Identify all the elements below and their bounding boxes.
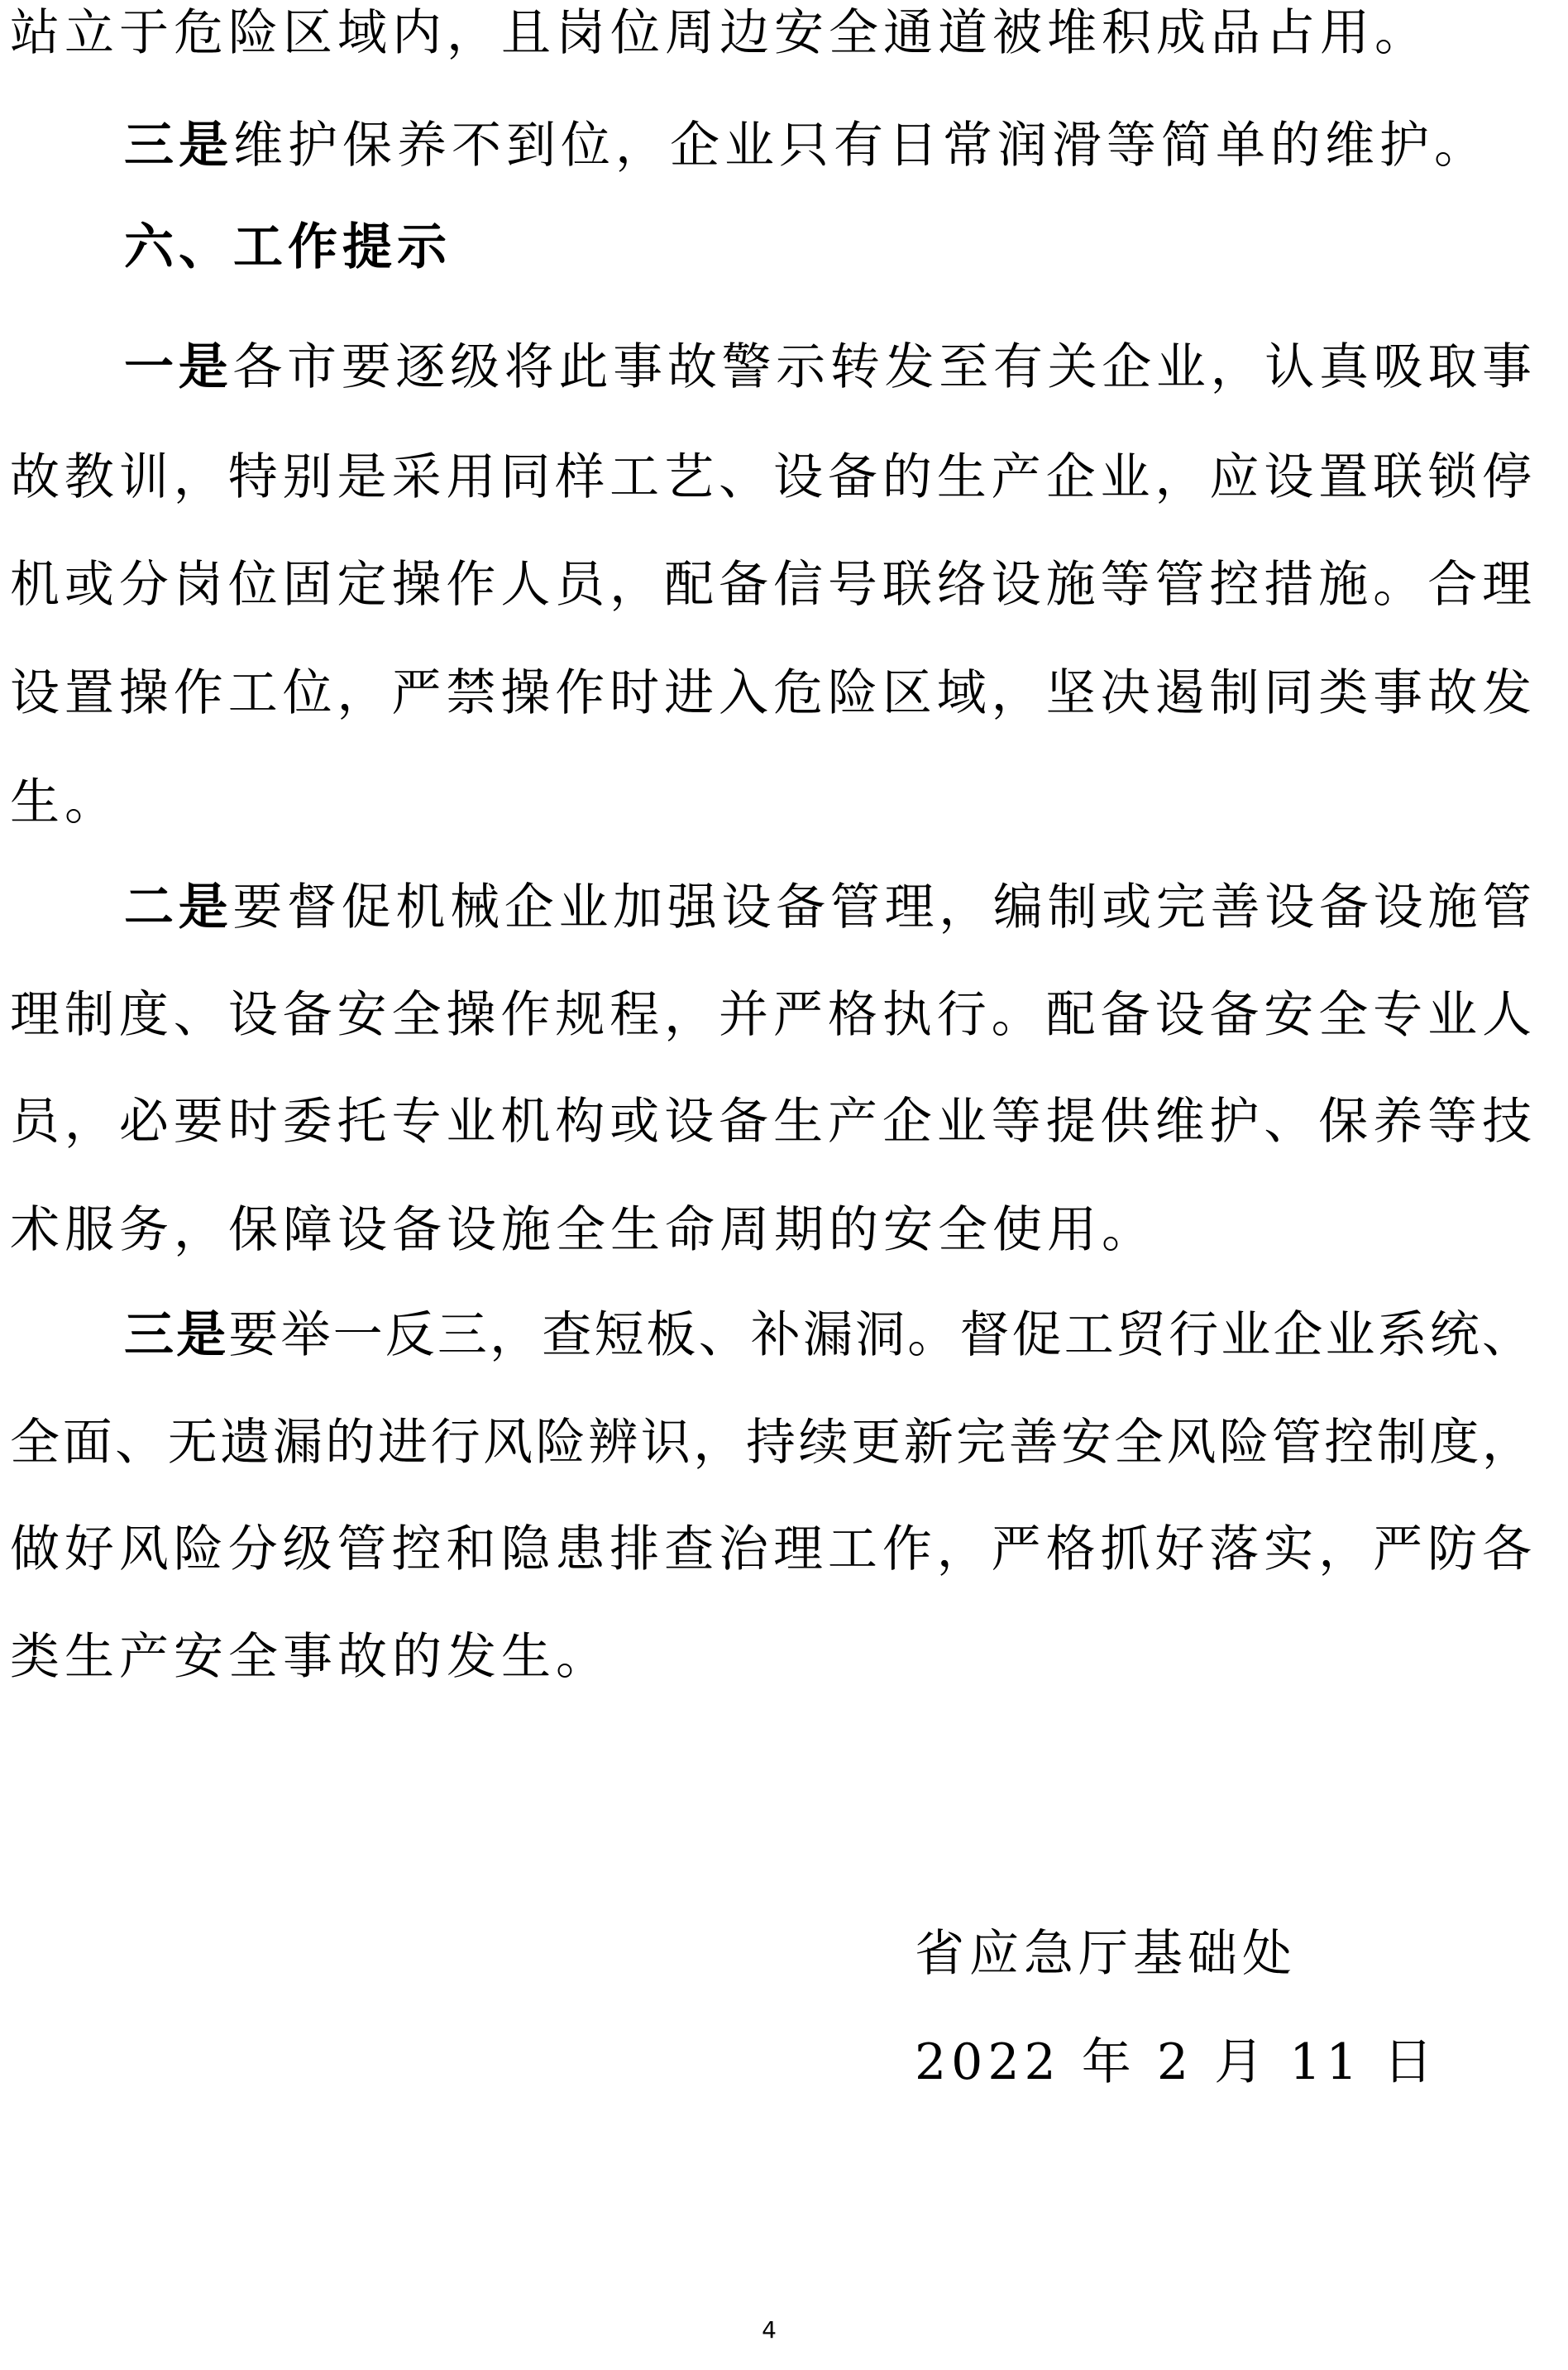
body-line: 术服务，保障设备设施全生命周期的安全使用。 [10,1201,1156,1259]
bold-lead: 二是 [124,879,233,936]
body-line: 站立于危险区域内，且岗位周边安全通道被堆积成品占用。 [10,4,1429,62]
body-line [124,874,1532,941]
section-heading: 六、工作提示 [124,218,452,276]
bold-lead: 三是 [124,117,233,175]
body-line: 做好风险分级管控和隐患排查治理工作，严格抓好落实，严防各 [10,1520,1532,1578]
body-line [124,1302,1532,1368]
body-line: 设置操作工位，严禁操作时进入危险区域，坚决遏制同类事故发 [10,664,1532,722]
line-text: 各市要逐级将此事故警示转发至有关企业，认真吸取事 [232,338,1532,396]
body-line: 机或分岗位固定操作人员，配备信号联络设施等管控措施。合理 [10,556,1532,614]
body-line: 全面、无遗漏的进行风险辨识，持续更新完善安全风险管控制度， [10,1414,1532,1472]
body-line: 类生产安全事故的发生。 [10,1628,610,1686]
line-text: 维护保养不到位，企业只有日常润滑等简单的维护。 [233,117,1489,175]
page-number: 4 [762,2316,777,2344]
body-line [124,113,1532,179]
line-text: 要督促机械企业加强设备管理，编制或完善设备设施管 [232,879,1532,936]
bold-lead: 三是 [124,1306,229,1364]
body-line: 生。 [10,773,119,831]
signature-date: 2022 年 2 月 11 日 [915,2033,1438,2091]
body-line: 故教训，特别是采用同样工艺、设备的生产企业，应设置联锁停 [10,448,1532,506]
line-text: 要举一反三，查短板、补漏洞。督促工贸行业企业系统、 [228,1306,1532,1364]
signature-org: 省应急厅基础处 [915,1925,1297,1983]
bold-lead: 一是 [124,338,233,396]
body-line: 理制度、设备安全操作规程，并严格执行。配备设备安全专业人 [10,986,1532,1044]
body-line [124,334,1532,400]
body-line: 员，必要时委托专业机构或设备生产企业等提供维护、保养等技 [10,1093,1532,1151]
